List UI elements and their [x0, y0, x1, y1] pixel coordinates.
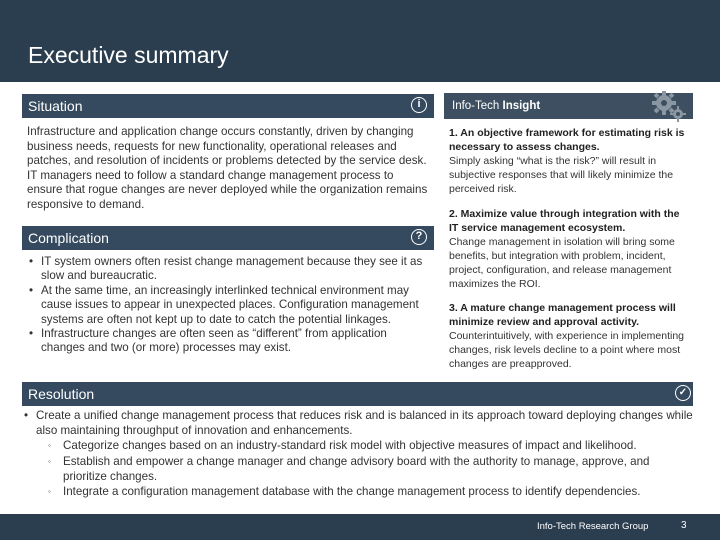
situation-text: Infrastructure and application change occurs constantly, driven by changing business needs, requests for new functionality, operational releases and patches, and resolution of incidents or problems detected by the service desk. IT managers need to follow a standard change management process to ensure that rogue changes are never deployed while the organization remains responsive to demand.: [27, 125, 428, 211]
list-item: • Infrastructure changes are often seen as “different” from application changes and two (or more) processes may exist.: [27, 327, 432, 356]
complication-list: [27, 255, 432, 356]
insight-label: [452, 93, 540, 119]
list-item: ◦ Establish and empower a change manager and change advisory board with the authority to manage, approve, and prioritize changes.: [36, 454, 694, 484]
resolution-sub-list: [36, 438, 694, 499]
insight-label-bold: Insight: [502, 100, 541, 112]
page-number: 3: [681, 520, 687, 531]
insight-body: Simply asking “what is the risk?” will result in subjective responses that will likely minimize the perceived risk.: [449, 155, 674, 195]
insight-item-1: [449, 126, 687, 196]
page-title: Executive summary: [28, 42, 229, 68]
situation-bar: [22, 94, 434, 118]
resolution-label: Resolution: [28, 386, 95, 402]
insight-heading: 1. An objective framework for estimating risk is necessary to assess changes.: [449, 127, 685, 153]
complication-bar: [22, 226, 434, 250]
info-icon: i: [411, 97, 427, 113]
insight-heading: 3. A mature change management process will minimize review and approval activity.: [449, 302, 676, 328]
footer-org: Info-Tech Research Group: [537, 521, 649, 532]
check-circle-icon: ✓: [675, 385, 691, 401]
insight-body: Counterintuitively, with experience in implementing changes, risk levels decline to a point where most changes are preapproved.: [449, 330, 685, 370]
resolution-bullet: Create a unified change management process that reduces risk and is balanced in its approach toward deploying changes while also maintaining throughput of innovation and enhancements.: [36, 409, 693, 438]
insight-label-prefix: Info-Tech: [452, 100, 503, 112]
insight-body: Change management in isolation will bring some benefits, but integration with problem, incident, project, configuration, and release management maximizes the ROI.: [449, 236, 675, 290]
insight-item-3: [449, 301, 687, 371]
list-item: [24, 408, 694, 499]
header-banner: [0, 0, 720, 82]
list-item: • At the same time, an increasingly interlinked technical environment may cause issues to appear in unexpected places. Configuration management systems are often not kept up to date to catch the potential linkages.: [27, 284, 432, 327]
list-item: • IT system owners often resist change management because they see it as slow and bureaucratic.: [27, 255, 432, 284]
question-icon: ?: [411, 229, 427, 245]
footer: [0, 514, 720, 540]
situation-label: Situation: [28, 98, 83, 114]
complication-label: Complication: [28, 230, 109, 246]
insight-item-2: [449, 207, 687, 291]
insight-heading: 2. Maximize value through integration with the IT service management ecosystem.: [449, 208, 680, 234]
gear-icon: [650, 89, 688, 123]
list-item: ◦ Integrate a configuration management database with the change management process to identify dependencies.: [36, 484, 694, 499]
resolution-bar: [22, 382, 693, 406]
list-item: ◦ Categorize changes based on an industry-standard risk model with objective measures of impact and likelihood.: [36, 438, 694, 453]
resolution-list: [24, 408, 694, 499]
